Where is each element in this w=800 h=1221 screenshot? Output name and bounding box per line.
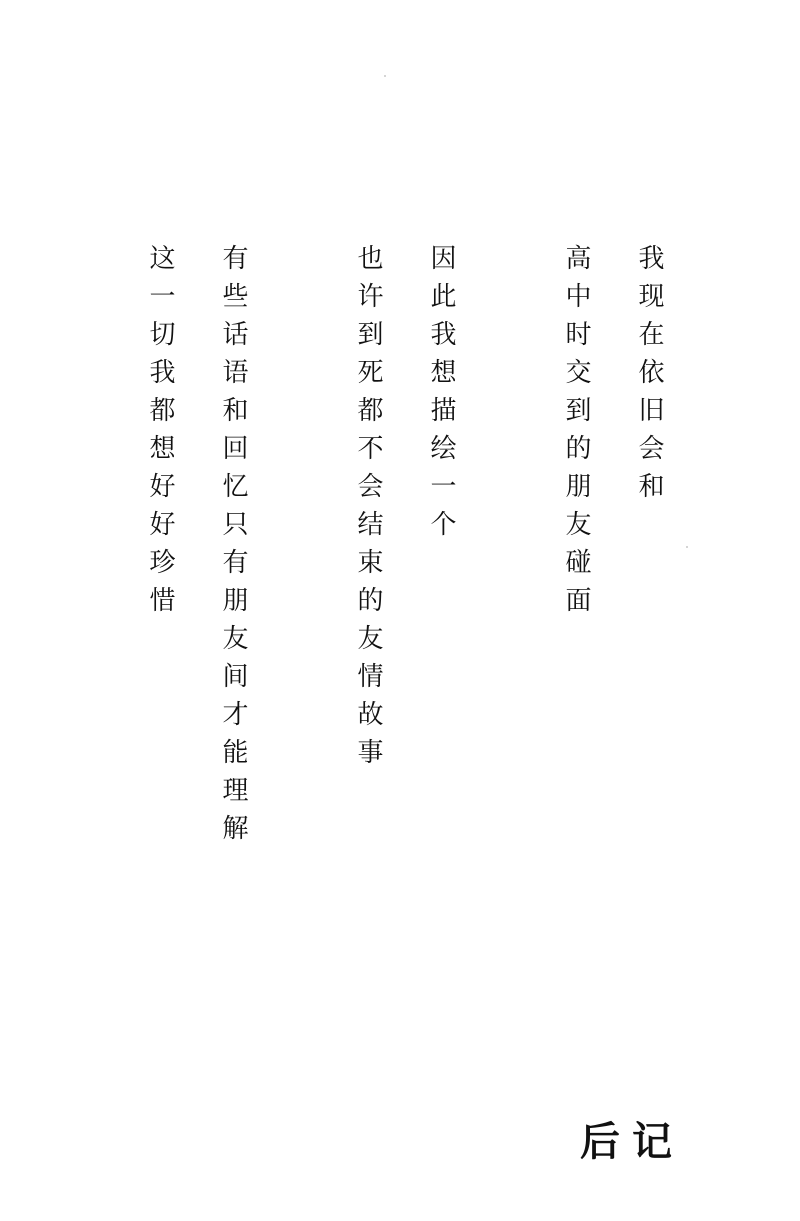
poem-line-4: 也许到死都不会结束的友情故事 [353,244,383,776]
section-title: 后记 [580,1119,684,1165]
paper-speck [686,546,688,548]
poem-line-2: 高中时交到的朋友碰面 [561,244,591,624]
poem-line-6: 这一切我都想好好珍惜 [145,244,175,624]
poem-line-3: 因此我想描绘一个 [426,244,456,548]
poem-line-5: 有些话语和回忆只有朋友间才能理解 [218,244,248,852]
poem-line-1: 我现在依旧会和 [634,244,664,510]
paper-speck [384,75,386,77]
